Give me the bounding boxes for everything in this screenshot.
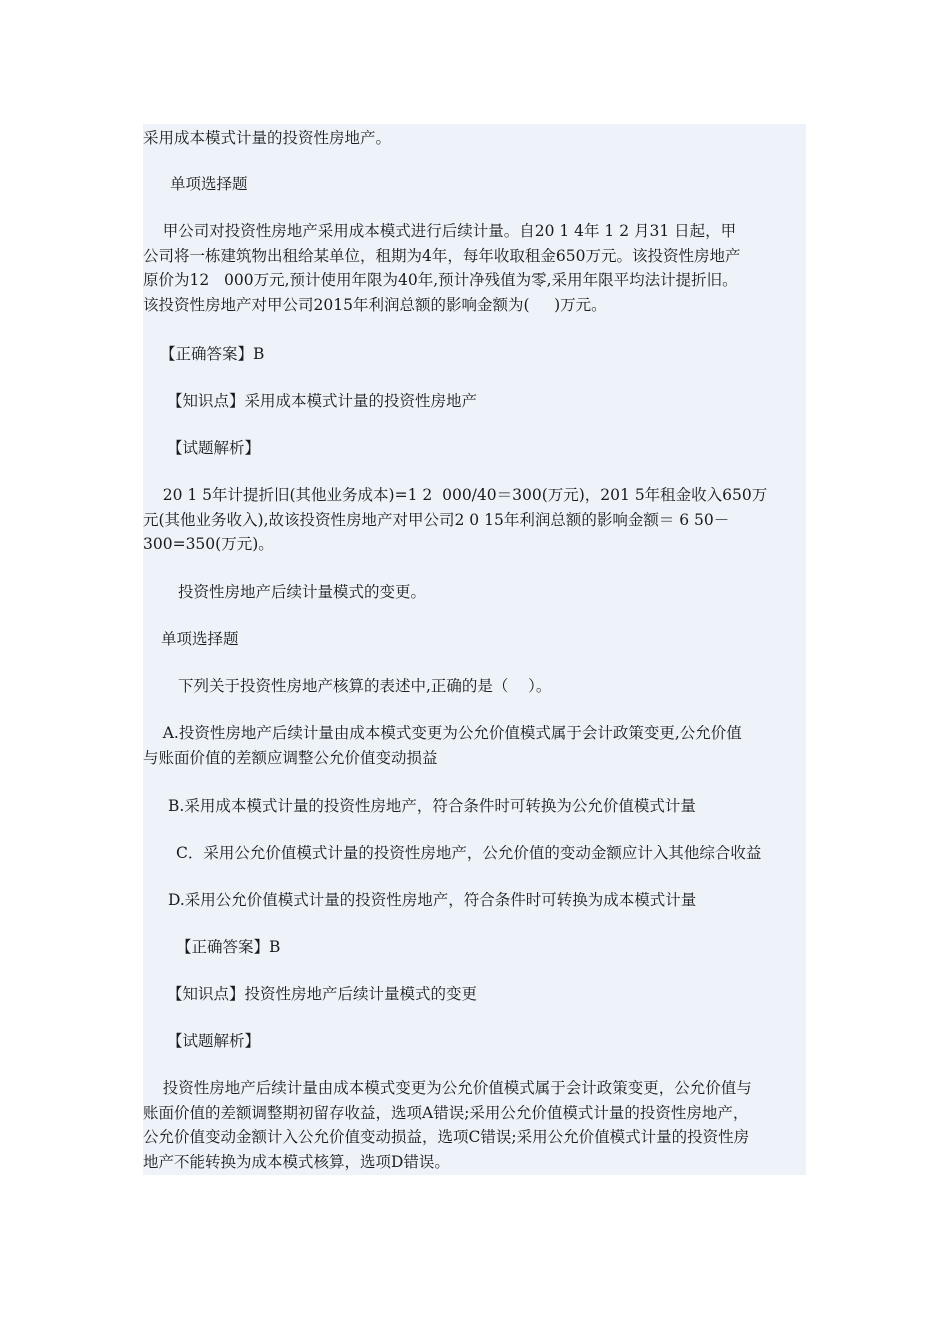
q1-stem-line: 甲公司对投资性房地产采用成本模式进行后续计量。自20 1 4年 1 2 月31 日起，甲 — [143, 222, 737, 240]
q1-topic: 采用成本模式计量的投资性房地产。 — [143, 129, 392, 147]
q1-stem-line: 公司将一栋建筑物出租给某单位，租期为4年，每年收取租金650万元。该投资性房地产 — [143, 246, 741, 265]
q2-knowledge: 【知识点】投资性房地产后续计量模式的变更 — [167, 985, 478, 1003]
q2-analysis-line: 账面价值的差额调整期初留存收益，选项A错误;采用公允价值模式计量的投资性房地产， — [143, 1103, 749, 1122]
q1-stem — [143, 219, 806, 317]
q2-option-a — [143, 721, 806, 770]
q1-stem-line: 原价为12 000万元,预计使用年限为40年,预计净残值为零,采用年限平均法计提折旧。 — [143, 271, 738, 289]
q1-analysis-line: 300=350(万元)。 — [143, 535, 274, 553]
q1-type: 单项选择题 — [170, 175, 248, 193]
q2-option-c: C．采用公允价值模式计量的投资性房地产，公允价值的变动金额应计入其他综合收益 — [176, 844, 762, 862]
q2-option-a-line: A.投资性房地产后续计量由成本模式变更为公允价值模式属于会计政策变更,公允价值 — [143, 724, 742, 742]
q2-option-b: B.采用成本模式计量的投资性房地产，符合条件时可转换为公允价值模式计量 — [168, 797, 696, 815]
q2-analysis-line: 投资性房地产后续计量由成本模式变更为公允价值模式属于会计政策变更，公允价值与 — [143, 1079, 752, 1097]
q2-option-d: D.采用公允价值模式计量的投资性房地产，符合条件时可转换为成本模式计量 — [168, 891, 697, 909]
q2-analysis-title: 【试题解析】 — [167, 1032, 261, 1050]
q1-analysis-line: 20 1 5年计提折旧(其他业务成本)=1 2 000/40＝300(万元)，201 5年租金收入650万 — [143, 486, 768, 504]
q1-stem-line: 该投资性房地产对甲公司2015年利润总额的影响金额为( )万元。 — [143, 295, 607, 314]
q2-analysis — [143, 1076, 806, 1174]
q2-analysis-line: 地产不能转换为成本模式核算，选项D错误。 — [143, 1152, 450, 1171]
q2-option-a-line: 与账面价值的差额应调整公允价值变动损益 — [143, 748, 438, 767]
q1-knowledge: 【知识点】采用成本模式计量的投资性房地产 — [167, 392, 478, 410]
q2-topic: 投资性房地产后续计量模式的变更。 — [178, 583, 427, 601]
q2-stem: 下列关于投资性房地产核算的表述中,正确的是（ ）。 — [178, 677, 552, 695]
q2-answer: 【正确答案】B — [176, 938, 281, 956]
q1-analysis-title: 【试题解析】 — [167, 439, 261, 457]
q1-analysis — [143, 483, 806, 557]
q1-answer: 【正确答案】B — [160, 345, 265, 363]
q2-type: 单项选择题 — [161, 630, 239, 648]
q1-analysis-line: 元(其他业务收入),故该投资性房地产对甲公司2 0 15年利润总额的影响金额＝ 6 50－ — [143, 510, 730, 529]
q2-analysis-line: 公允价值变动金额计入公允价值变动损益，选项C错误;采用公允价值模式计量的投资性房 — [143, 1128, 750, 1146]
